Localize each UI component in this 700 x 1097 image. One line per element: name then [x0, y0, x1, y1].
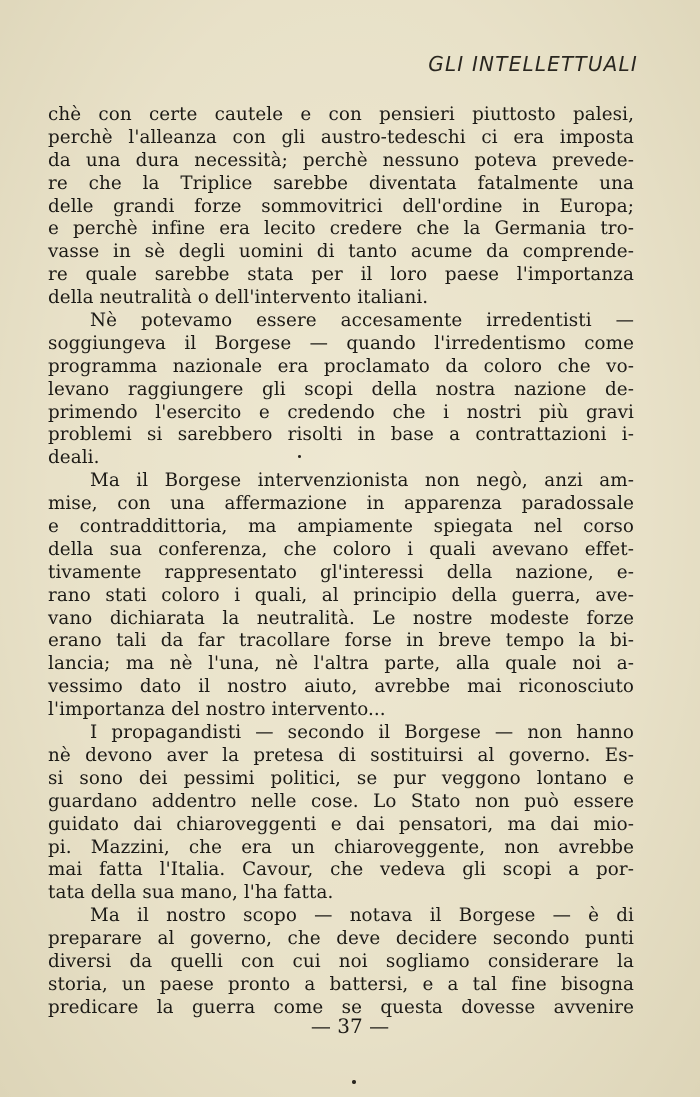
- body-text: [48, 104, 634, 1020]
- text-line: preparare al governo, che deve decidere secondo punti: [48, 928, 634, 950]
- text-line: Ma il Borgese intervenzionista non negò, anzi am-: [90, 470, 634, 492]
- text-line: della sua conferenza, che coloro i quali avevano effet-: [48, 538, 634, 560]
- text-line: Ma il nostro scopo — notava il Borgese — è di: [90, 905, 634, 927]
- text-line: primendo l'esercito e credendo che i nostri più gravi: [48, 401, 634, 423]
- text-line: predicare la guerra come se questa dovesse avvenire: [48, 996, 634, 1018]
- text-line: re quale sarebbe stata per il loro paese l'importanza: [48, 264, 634, 286]
- text-line: e contraddittoria, ma ampiamente spiegata nel corso: [48, 516, 634, 538]
- text-line: guardano addentro nelle cose. Lo Stato non può essere: [48, 790, 634, 812]
- text-line: da una dura necessità; perchè nessuno poteva prevede-: [48, 149, 634, 171]
- text-line: rano stati coloro i quali, al principio della guerra, ave-: [48, 584, 634, 606]
- text-line: pi. Mazzini, che era un chiaroveggente, non avrebbe: [48, 836, 634, 858]
- text-line: vasse in sè degli uomini di tanto acume da comprende-: [48, 241, 634, 263]
- text-line: vano dichiarata la neutralità. Le nostre modeste forze: [48, 607, 634, 629]
- text-line: chè con certe cautele e con pensieri piuttosto palesi,: [48, 104, 634, 125]
- text-line: vessimo dato il nostro aiuto, avrebbe mai riconosciuto: [48, 676, 634, 698]
- text-line: storia, un paese pronto a battersi, e a tal fine bisogna: [48, 973, 634, 995]
- text-line: I propagandisti — secondo il Borgese — non hanno: [90, 722, 634, 744]
- text-line: soggiungeva il Borgese — quando l'irredentismo come: [48, 332, 634, 354]
- text-line: lancia; ma nè l'una, nè l'altra parte, alla quale noi a-: [48, 653, 634, 675]
- text-line: della neutralità o dell'intervento italiani.: [48, 287, 429, 309]
- page-number: — 37 —: [310, 1014, 390, 1038]
- running-title: GLI INTELLETTUALI: [428, 52, 638, 76]
- paragraph: [48, 104, 634, 310]
- text-line: guidato dai chiaroveggenti e dai pensatori, ma dai mio-: [48, 813, 634, 835]
- text-line: problemi si sarebbero risolti in base a contrattazioni i-: [48, 424, 634, 446]
- text-line: tivamente rappresentato gl'interessi della nazione, e-: [48, 561, 634, 583]
- text-line: l'importanza del nostro intervento...: [48, 699, 386, 721]
- text-line: nè devono aver la pretesa di sostituirsi al governo. Es-: [48, 744, 634, 766]
- text-line: mise, con una affermazione in apparenza paradossale: [48, 493, 634, 515]
- text-line: deali.: [48, 447, 100, 469]
- text-line: diversi da quelli con cui noi sogliamo considerare la: [48, 950, 634, 972]
- paragraph: [48, 722, 634, 905]
- text-line: delle grandi forze sommovitrici dell'ordine in Europa;: [48, 195, 634, 217]
- text-line: programma nazionale era proclamato da coloro che vo-: [48, 355, 634, 377]
- paragraph: [48, 905, 634, 1019]
- paragraph: [48, 310, 634, 470]
- text-line: re che la Triplice sarebbe diventata fatalmente una: [48, 172, 634, 194]
- text-line: si sono dei pessimi politici, se pur veggono lontano e: [48, 767, 634, 789]
- text-line: Nè potevamo essere accesamente irredentisti —: [90, 310, 634, 332]
- ink-speck: [352, 1080, 356, 1084]
- text-line: mai fatta l'Italia. Cavour, che vedeva gli scopi a por-: [48, 859, 634, 881]
- paragraph: [48, 470, 634, 722]
- ink-speck: [298, 455, 301, 458]
- text-line: tata della sua mano, l'ha fatta.: [48, 882, 334, 904]
- text-line: levano raggiungere gli scopi della nostra nazione de-: [48, 378, 634, 400]
- text-line: e perchè infine era lecito credere che la Germania tro-: [48, 218, 634, 240]
- text-line: perchè l'alleanza con gli austro-tedeschi ci era imposta: [48, 126, 634, 148]
- text-line: erano tali da far tracollare forse in breve tempo la bi-: [48, 630, 634, 652]
